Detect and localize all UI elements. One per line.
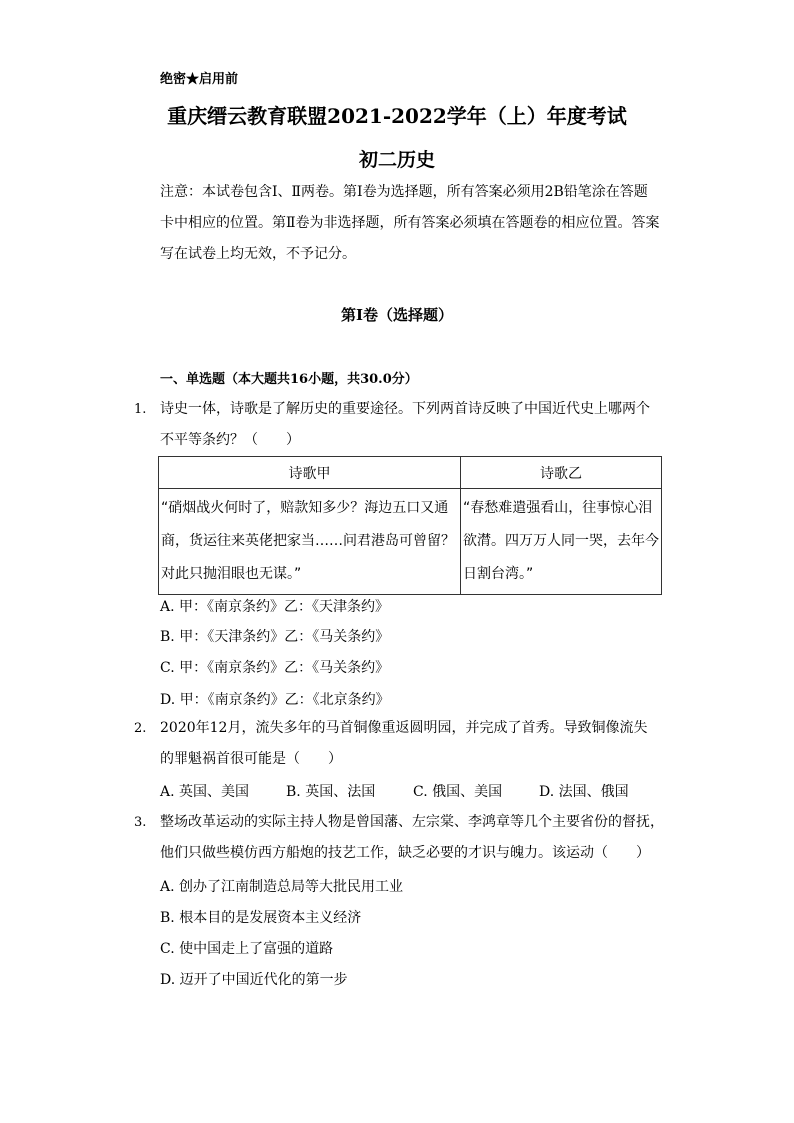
answer-option: C. 使中国走上了富强的道路 — [160, 941, 334, 957]
exam-notice: 注意：本试卷包含Ⅰ、Ⅱ两卷。第Ⅰ卷为选择题，所有答案必须用2B铅笔涂在答题卡中相应的位置。第Ⅱ卷为非选择题，所有答案必须填在答题卷的相应位置。答案写在试卷上均无效，不予记分。 — [160, 184, 660, 262]
section-title: 第Ⅰ卷（选择题） — [340, 306, 454, 324]
question-number: 2. — [134, 721, 147, 736]
table-cell: “春愁难遣强看山，往事惊心泪欲潸。四万万人同一哭，去年今日割台湾。” — [461, 489, 662, 595]
confidential-mark: 绝密★启用前 — [160, 72, 239, 87]
answer-option: A. 甲：《南京条约》乙：《天津条约》 — [160, 599, 390, 615]
question-text: 2020年12月，流失多年的马首铜像重返圆明园，并完成了首秀。导致铜像流失的罪魁祸首很可能是（ ） — [160, 720, 648, 767]
table-cell: “硝烟战火何时了，赔款知多少？海边五口又通商，货运往来英佬把家当……问君港岛可曾留？对此只抛泪眼也无谋。” — [159, 489, 461, 595]
question-number: 1. — [134, 402, 147, 417]
answer-option: B. 甲：《天津条约》乙：《马关条约》 — [160, 629, 390, 645]
answer-option: C. 甲：《南京条约》乙：《马关条约》 — [160, 660, 390, 676]
table-header: 诗歌乙 — [461, 457, 662, 489]
poem-table — [158, 456, 662, 595]
answer-option: D. 法国、俄国 — [539, 784, 629, 800]
question-text: 整场改革运动的实际主持人物是曾国藩、左宗棠、李鸿章等几个主要省份的督抚，他们只做些模仿西方船炮的技艺工作，缺乏必要的才识与魄力。该运动（ ） — [160, 814, 664, 861]
answer-option: A. 创办了江南制造总局等大批民用工业 — [160, 879, 404, 895]
answer-option: C. 俄国、美国 — [413, 784, 503, 800]
question-text: 诗史一体，诗歌是了解历史的重要途径。下列两首诗反映了中国近代史上哪两个不平等条约？（ ） — [160, 401, 650, 448]
exam-title: 重庆缙云教育联盟2021-2022学年（上）年度考试 — [167, 104, 627, 128]
answer-option: B. 英国、法国 — [286, 784, 376, 800]
table-header: 诗歌甲 — [159, 457, 461, 489]
exam-subject: 初二历史 — [358, 149, 435, 171]
answer-option: D. 迈开了中国近代化的第一步 — [160, 972, 348, 988]
part-heading: 一、单选题（本大题共16小题，共30.0分） — [160, 372, 418, 387]
question-number: 3. — [134, 815, 147, 830]
answer-option: B. 根本目的是发展资本主义经济 — [160, 910, 362, 926]
answer-option: A. 英国、美国 — [160, 784, 250, 800]
answer-option: D. 甲：《南京条约》乙：《北京条约》 — [160, 692, 390, 708]
